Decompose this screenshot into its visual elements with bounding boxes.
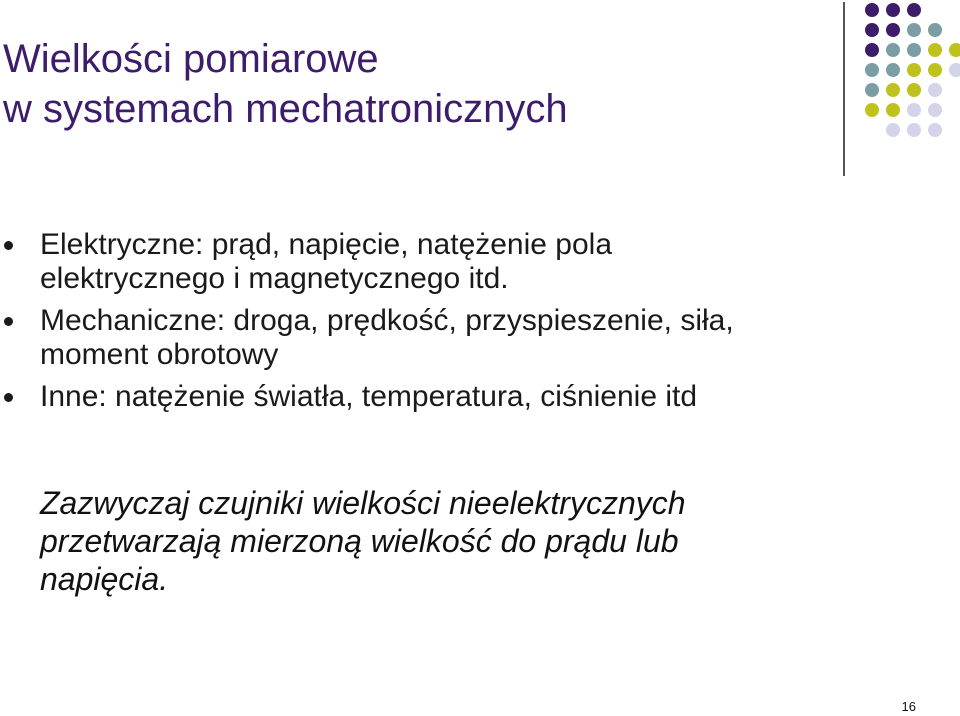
decor-dot — [865, 83, 879, 97]
bullet-marker-icon — [4, 317, 13, 326]
decor-dot — [886, 43, 900, 57]
vertical-divider — [843, 2, 845, 176]
decor-dot — [886, 123, 900, 137]
title-line-2: w systemach mechatronicznych — [3, 87, 568, 131]
bullet-item-electrical — [0, 228, 930, 296]
decor-dot — [907, 43, 921, 57]
decor-dot — [886, 23, 900, 37]
decor-dot — [949, 43, 960, 57]
bullet-item-other — [0, 380, 930, 414]
note-line: Zazwyczaj czujniki wielkości nieelektrycznych — [40, 485, 686, 521]
decor-dot — [865, 63, 879, 77]
decor-dot — [907, 83, 921, 97]
note-line: przetwarzają mierzoną wielkość do prądu lub — [40, 523, 679, 559]
decor-dot — [949, 63, 960, 77]
bullet-item-mechanical — [0, 304, 930, 372]
decor-dot — [928, 43, 942, 57]
decor-dot — [928, 103, 942, 117]
bullet-marker-icon — [4, 393, 13, 402]
note-line: napięcia. — [40, 561, 169, 597]
decor-dot — [865, 23, 879, 37]
decor-dot — [928, 83, 942, 97]
decor-dot — [886, 103, 900, 117]
decor-dot — [907, 23, 921, 37]
page-number: 16 — [901, 699, 916, 714]
bullet-line: moment obrotowy — [40, 338, 279, 371]
decor-dot — [907, 103, 921, 117]
bullet-line: elektrycznego i magnetycznego itd. — [40, 262, 509, 295]
decor-dot — [865, 103, 879, 117]
title-line-1: Wielkości pomiarowe — [3, 37, 379, 81]
decor-dot — [886, 3, 900, 17]
bullet-list — [0, 228, 930, 414]
decor-dot — [865, 3, 879, 17]
decor-dot — [886, 83, 900, 97]
decor-dot — [928, 63, 942, 77]
dot-pattern-decoration — [862, 0, 960, 152]
decor-dot — [886, 63, 900, 77]
bullet-line: Elektryczne: prąd, napięcie, natężenie pola — [40, 228, 613, 261]
decor-dot — [865, 43, 879, 57]
bullet-line: Mechaniczne: droga, prędkość, przyspieszenie, siła, — [40, 304, 734, 337]
decor-dot — [928, 23, 942, 37]
decor-dot — [907, 3, 921, 17]
decor-dot — [907, 63, 921, 77]
decor-dot — [907, 123, 921, 137]
bullet-marker-icon — [4, 241, 13, 250]
summary-note — [40, 484, 920, 598]
bullet-line: Inne: natężenie światła, temperatura, ciśnienie itd — [40, 380, 698, 413]
slide-title — [3, 34, 823, 134]
decor-dot — [928, 123, 942, 137]
